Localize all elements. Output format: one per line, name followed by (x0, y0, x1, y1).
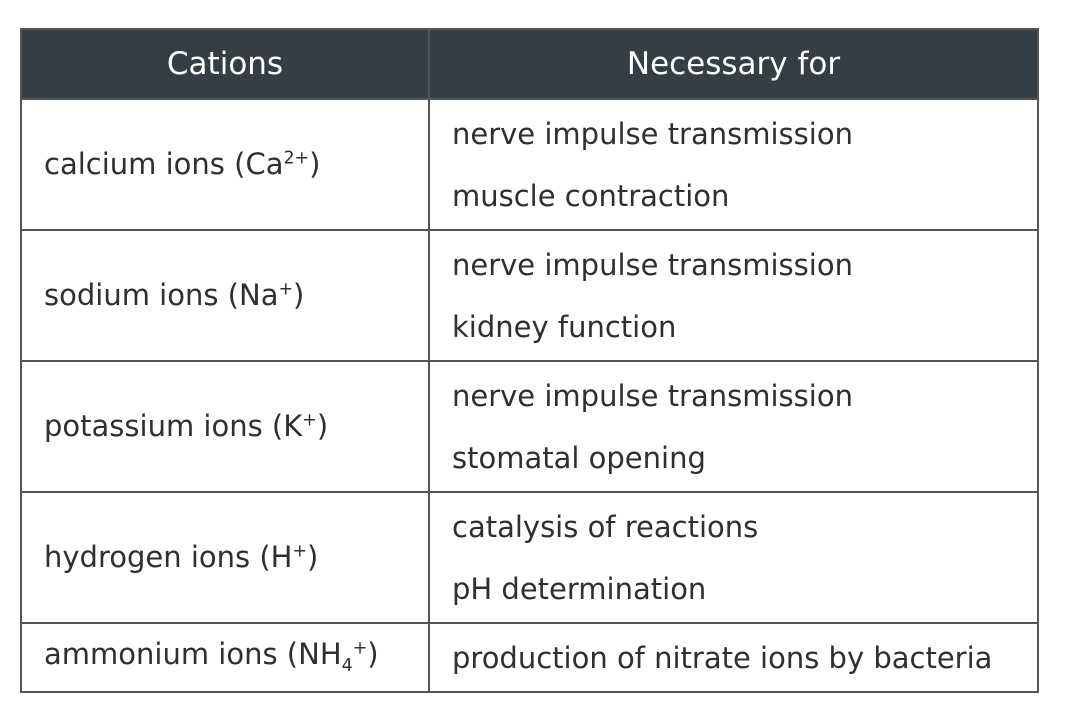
cation-charge: 2+ (283, 148, 310, 169)
uses-cell (429, 230, 1038, 361)
cation-close-paren: ) (316, 409, 329, 443)
header-necessary-for: Necessary for (429, 29, 1038, 99)
cation-name: sodium ions ( (44, 278, 239, 312)
table-row (21, 230, 1038, 361)
cation-cell (21, 623, 429, 692)
cation-name: calcium ions ( (44, 147, 246, 181)
cation-cell (21, 361, 429, 492)
cation-cell (21, 230, 429, 361)
uses-cell (429, 623, 1038, 692)
cation-formula: K (283, 409, 303, 443)
table-row (21, 361, 1038, 492)
cation-close-paren: ) (293, 278, 305, 312)
cation-name: ammonium ions ( (44, 636, 299, 671)
cation-formula: Ca (245, 147, 284, 181)
cation-subscript: 4 (341, 655, 353, 676)
use-item: nerve impulse transmission (452, 378, 853, 413)
use-item: nerve impulse transmission (452, 247, 853, 282)
cation-cell (21, 492, 429, 623)
cation-name: potassium ions ( (44, 409, 284, 443)
cation-charge: + (302, 410, 317, 431)
cation-cell (21, 99, 429, 230)
use-item: muscle contraction (452, 178, 730, 213)
cation-formula: NH (298, 636, 342, 671)
table-header (21, 29, 1038, 99)
header-cations: Cations (21, 29, 429, 99)
use-item: catalysis of reactions (452, 509, 759, 544)
cation-close-paren: ) (367, 636, 379, 671)
use-item: production of nitrate ions by bacteria (452, 640, 993, 675)
cation-formula: Na (239, 278, 279, 312)
cation-name: hydrogen ions ( (44, 540, 271, 574)
use-item: kidney function (452, 309, 677, 344)
uses-cell (429, 492, 1038, 623)
use-item: pH determination (452, 571, 707, 606)
header-row (21, 29, 1038, 99)
cation-charge: + (292, 541, 308, 562)
cation-close-paren: ) (307, 540, 319, 574)
table-row (21, 492, 1038, 623)
cation-formula: H (270, 540, 293, 574)
uses-cell (429, 99, 1038, 230)
table-row (21, 99, 1038, 230)
uses-cell (429, 361, 1038, 492)
use-item: stomatal opening (452, 440, 706, 475)
cation-charge: + (352, 638, 368, 659)
table-row (21, 623, 1038, 692)
use-item: nerve impulse transmission (452, 116, 853, 151)
cation-charge: + (278, 279, 294, 300)
cations-table (20, 28, 1039, 693)
table-body (21, 99, 1038, 692)
cation-close-paren: ) (309, 147, 321, 181)
